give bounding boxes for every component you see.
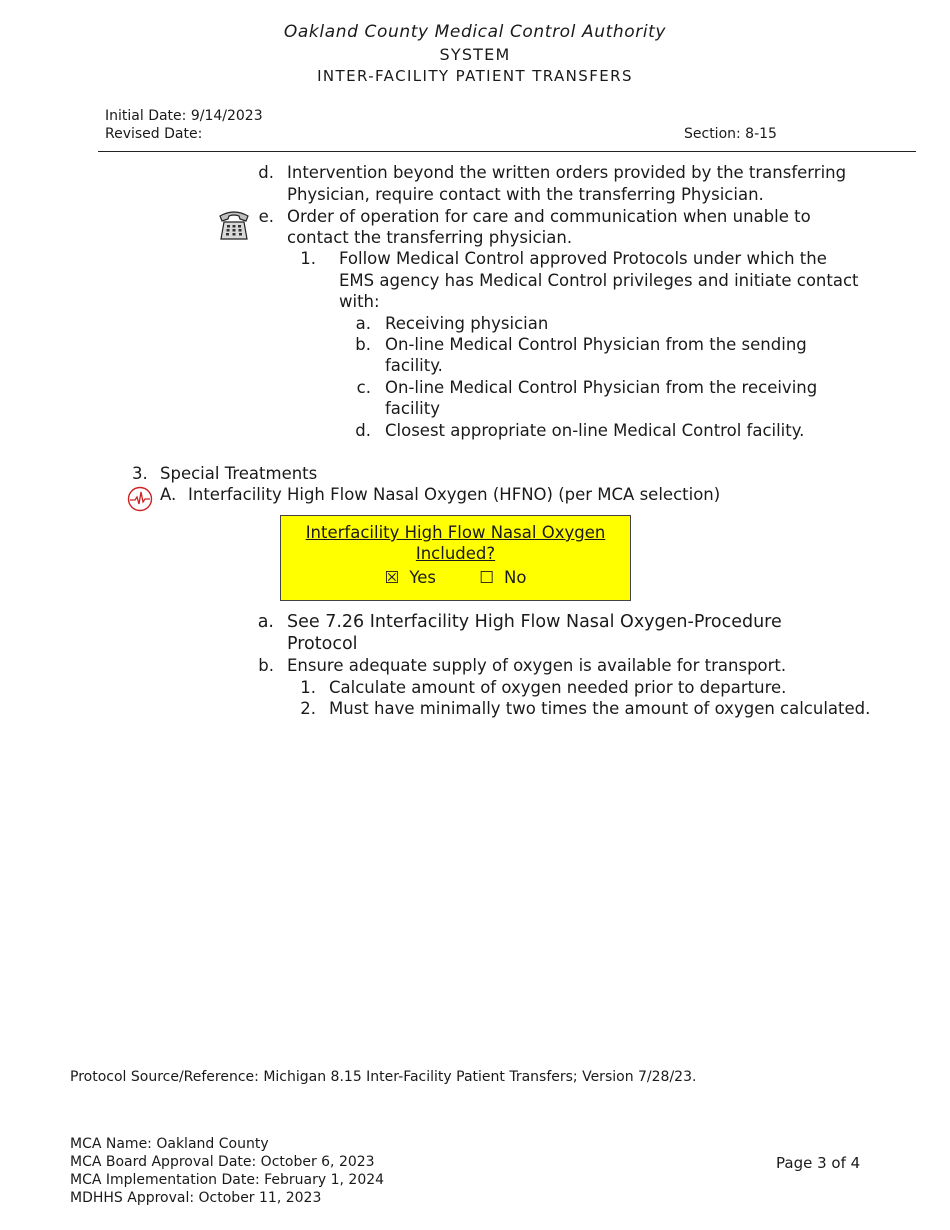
- revised-date: Revised Date:: [105, 126, 203, 142]
- no-label: No: [504, 568, 527, 587]
- hfno-a-line1: See 7.26 Interfacility High Flow Nasal Oxygen-Procedure: [287, 612, 782, 632]
- item-d-label: d.: [258, 163, 274, 182]
- sub-a-text: Receiving physician: [385, 314, 549, 333]
- item-e1-line2: EMS agency has Medical Control privileges and initiate contact: [339, 271, 859, 290]
- protocol-source: Protocol Source/Reference: Michigan 8.15 Inter-Facility Patient Transfers; Version 7/28/23.: [70, 1069, 697, 1085]
- sub-b-label: b.: [355, 335, 371, 354]
- hfno-a-line2: Protocol: [287, 634, 358, 654]
- hfno-b1-text: Calculate amount of oxygen needed prior to departure.: [329, 678, 787, 697]
- item-e-label: e.: [258, 207, 274, 226]
- sub-c-label: c.: [356, 378, 371, 397]
- mca-name: MCA Name: Oakland County: [70, 1136, 269, 1152]
- item-e1-line1: Follow Medical Control approved Protocols under which the: [339, 249, 827, 268]
- item-e1-label: 1.: [300, 249, 316, 268]
- hfno-options: [281, 567, 630, 588]
- sub-c-line2: facility: [385, 399, 440, 418]
- item-d-line1: Intervention beyond the written orders provided by the transferring: [287, 163, 847, 182]
- ecg-monitor-icon: [127, 486, 153, 512]
- hfno-question-line1: Interfacility High Flow Nasal Oxygen: [305, 523, 606, 542]
- special-treatments-number: 3.: [132, 464, 148, 483]
- sub-b-line1: On-line Medical Control Physician from the sending: [385, 335, 807, 354]
- hfno-selection-box: [280, 515, 631, 601]
- hfno-question: [281, 516, 630, 564]
- item-d-line2: Physician, require contact with the transferring Physician.: [287, 185, 764, 204]
- mdhhs-approval: MDHHS Approval: October 11, 2023: [70, 1190, 322, 1206]
- header-organization: Oakland County Medical Control Authority: [283, 22, 667, 42]
- hfno-a-label: a.: [257, 612, 274, 632]
- mca-board-approval: MCA Board Approval Date: October 6, 2023: [70, 1154, 375, 1170]
- sub-a-label: a.: [355, 314, 371, 333]
- page-number: Page 3 of 4: [776, 1154, 861, 1172]
- section-number: Section: 8-15: [684, 126, 777, 142]
- header-divider: [98, 151, 916, 152]
- item-e-line1: Order of operation for care and communication when unable to: [287, 207, 811, 226]
- yes-label: Yes: [409, 568, 436, 587]
- hfno-item-title: Interfacility High Flow Nasal Oxygen (HFNO) (per MCA selection): [188, 485, 721, 504]
- unchecked-box-icon[interactable]: ☐: [479, 568, 495, 587]
- hfno-option-yes[interactable]: [385, 567, 436, 588]
- sub-b-line2: facility.: [385, 356, 443, 375]
- hfno-option-no[interactable]: [479, 567, 526, 588]
- special-treatments-title: Special Treatments: [160, 464, 318, 483]
- hfno-item-label: A.: [160, 485, 177, 504]
- hfno-b2-label: 2.: [300, 699, 316, 718]
- item-e-line2: contact the transferring physician.: [287, 228, 573, 247]
- item-e1-line3: with:: [339, 292, 380, 311]
- mca-implementation-date: MCA Implementation Date: February 1, 2024: [70, 1172, 385, 1188]
- hfno-question-line2: Included?: [415, 544, 496, 563]
- initial-date: Initial Date: 9/14/2023: [105, 108, 263, 124]
- sub-d-text: Closest appropriate on-line Medical Control facility.: [385, 421, 805, 440]
- hfno-b-label: b.: [258, 656, 274, 675]
- hfno-b1-label: 1.: [300, 678, 316, 697]
- hfno-b-text: Ensure adequate supply of oxygen is available for transport.: [287, 656, 787, 675]
- checked-box-icon[interactable]: ☒: [384, 568, 400, 587]
- header-protocol-title: INTER-FACILITY PATIENT TRANSFERS: [317, 67, 633, 85]
- header-system: SYSTEM: [439, 45, 511, 64]
- hfno-b2-text: Must have minimally two times the amount of oxygen calculated.: [329, 699, 871, 718]
- sub-d-label: d.: [355, 421, 371, 440]
- sub-c-line1: On-line Medical Control Physician from the receiving: [385, 378, 818, 397]
